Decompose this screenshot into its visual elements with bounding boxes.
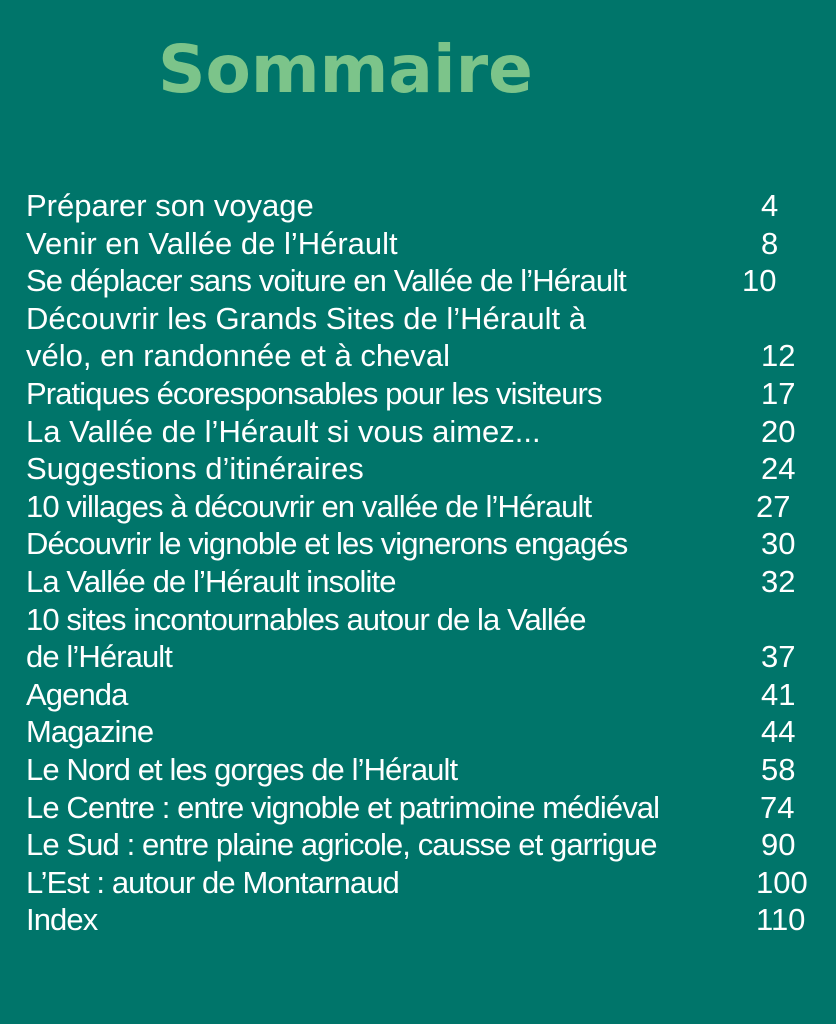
toc-entry-page: 58 xyxy=(761,751,796,787)
toc-entry-page: 110 xyxy=(756,902,806,938)
toc-entry-magazine xyxy=(26,713,816,751)
toc-entry-page: 41 xyxy=(761,676,796,712)
toc-entry-page: 12 xyxy=(761,338,796,374)
page-title: Sommaire xyxy=(158,31,533,108)
toc-entry-10-villages xyxy=(26,488,816,526)
toc-entry-10-sites xyxy=(26,601,816,676)
toc-entry-est xyxy=(26,864,816,902)
toc-entry-label: Le Centre : entre vignoble et patrimoine médiéval xyxy=(26,789,660,825)
toc-entry-page: 8 xyxy=(761,225,779,261)
toc-entry-page: 37 xyxy=(761,639,796,675)
toc-entry-label: 10 villages à découvrir en vallée de l’Hérault xyxy=(26,488,592,524)
toc-entry-page: 90 xyxy=(761,827,796,863)
toc-entry-label: L’Est : autour de Montarnaud xyxy=(26,864,399,900)
toc-entry-label: Le Nord et les gorges de l’Hérault xyxy=(26,751,458,787)
toc-entry-sud xyxy=(26,826,816,864)
toc-entry-vignoble xyxy=(26,525,816,563)
toc-entry-label: Agenda xyxy=(26,676,128,712)
toc-entry-page: 74 xyxy=(760,789,795,825)
toc-entry-label: Découvrir le vignoble et les vignerons engagés xyxy=(26,526,628,562)
toc-entry-page: 24 xyxy=(761,451,796,487)
toc-entry-si-vous-aimez xyxy=(26,413,816,451)
toc-entry-label: Venir en Vallée de l’Hérault xyxy=(26,225,398,261)
toc-entry-label: Se déplacer sans voiture en Vallée de l’Hérault xyxy=(26,263,626,299)
toc-entry-insolite xyxy=(26,563,816,601)
toc-entry-grands-sites xyxy=(26,300,816,375)
toc-entry-page: 17 xyxy=(761,375,796,411)
toc-entry-preparer-voyage xyxy=(26,187,816,225)
toc-entry-page: 10 xyxy=(742,263,777,299)
toc-entry-label: Découvrir les Grands Sites de l’Hérault à vélo, en randonnée et à cheval xyxy=(26,300,586,374)
toc-entry-label: Pratiques écoresponsables pour les visiteurs xyxy=(26,375,602,411)
toc-entry-page: 100 xyxy=(756,864,808,900)
toc-entry-pratiques xyxy=(26,375,816,413)
toc-entry-label: La Vallée de l’Hérault si vous aimez... xyxy=(26,413,541,449)
toc-entry-page: 20 xyxy=(761,413,796,449)
toc-entry-label: Index xyxy=(26,902,98,938)
toc-entry-suggestions xyxy=(26,450,816,488)
toc-entry-nord xyxy=(26,751,816,789)
toc-entry-label: La Vallée de l’Hérault insolite xyxy=(26,563,396,599)
toc-entry-label: Préparer son voyage xyxy=(26,188,314,223)
toc-entry-agenda xyxy=(26,676,816,714)
toc-entry-label: Suggestions d’itinéraires xyxy=(26,451,364,487)
table-of-contents xyxy=(26,187,816,939)
toc-entry-page: 32 xyxy=(761,563,796,599)
toc-entry-page: 27 xyxy=(756,488,791,524)
toc-entry-label: Le Sud : entre plaine agricole, causse et garrigue xyxy=(26,827,657,863)
toc-entry-se-deplacer xyxy=(26,262,816,300)
toc-entry-centre xyxy=(26,789,816,827)
toc-entry-venir xyxy=(26,225,816,263)
toc-entry-page: 30 xyxy=(761,526,796,562)
toc-entry-page: 4 xyxy=(761,188,779,223)
toc-entry-label: 10 sites incontournables autour de la Vallée de l’Hérault xyxy=(26,601,586,675)
toc-entry-label: Magazine xyxy=(26,714,154,750)
toc-entry-page: 44 xyxy=(761,714,796,750)
toc-entry-index xyxy=(26,901,816,939)
